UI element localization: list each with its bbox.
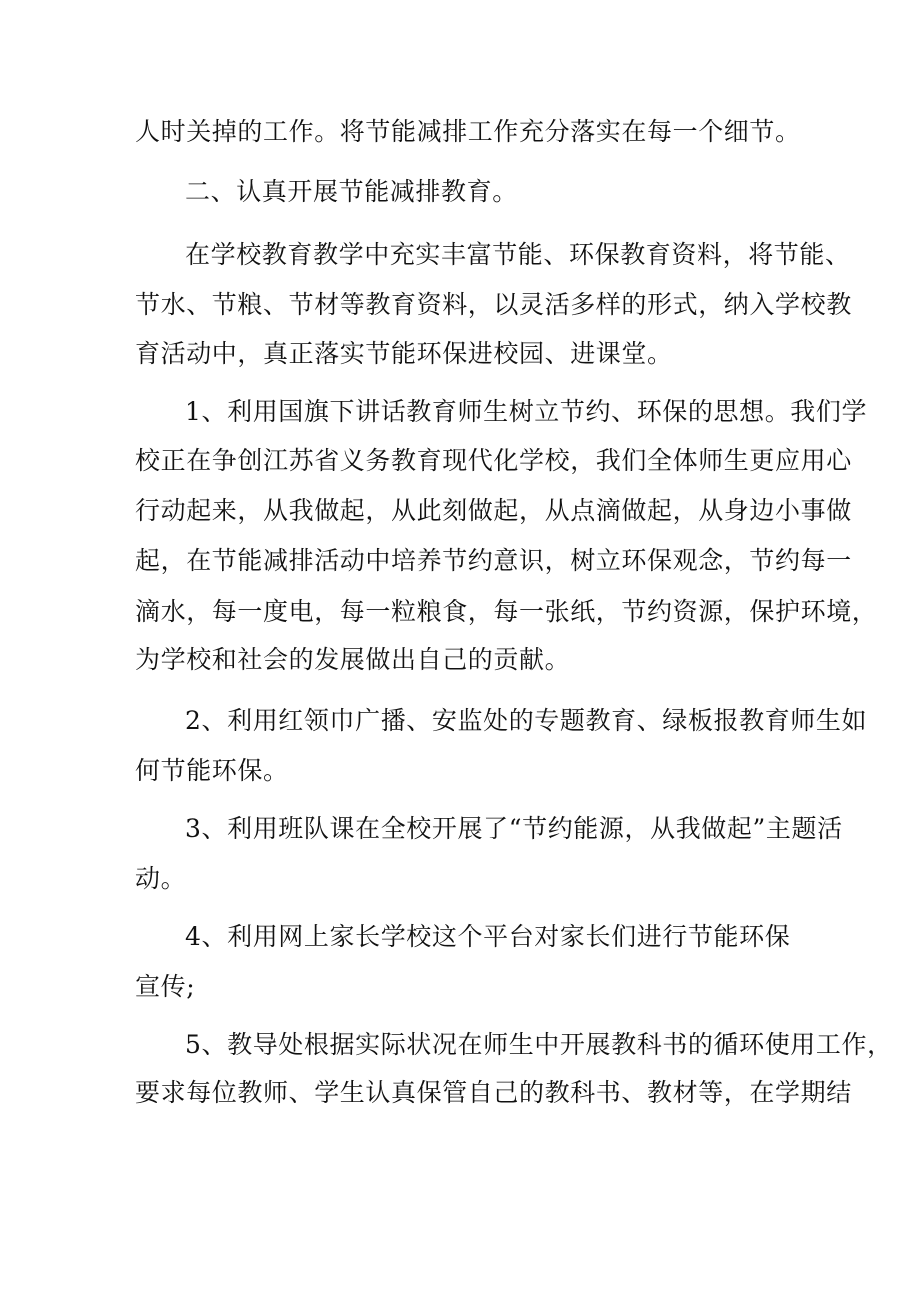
text-line: 滴水，每一度电，每一粒粮食，每一张纸，节约资源，保护环境， [135,597,878,626]
text-line: 起，在节能减排活动中培养节约意识，树立环保观念，节约每一 [135,546,852,575]
text-line: 在学校教育教学中充实丰富节能、环保教育资料，将节能、 [185,240,851,269]
text-line: 5、教导处根据实际状况在师生中开展教科书的循环使用工作， [185,1030,893,1059]
text-line: 育活动中，真正落实节能环保进校园、进课堂。 [135,339,673,368]
text-line: 2、利用红领巾广播、安监处的专题教育、绿板报教育师生如 [185,706,868,735]
text-line: 要求每位教师、学生认真保管自己的教科书、教材等，在学期结 [135,1078,852,1107]
text-line: 行动起来，从我做起，从此刻做起，从点滴做起，从身边小事做 [135,496,852,525]
text-line: 节水、节粮、节材等教育资料，以灵活多样的形式，纳入学校教 [135,290,852,319]
text-line: 4、利用网上家长学校这个平台对家长们进行节能环保 [185,922,791,951]
text-line: 动。 [135,864,187,893]
text-line: 人时关掉的工作。将节能减排工作充分落实在每一个细节。 [135,117,801,146]
text-line: 宣传; [135,972,196,1001]
text-line: 3、利用班队课在全校开展了“节约能源，从我做起”主题活 [185,814,843,843]
text-line: 1、利用国旗下讲话教育师生树立节约、环保的思想。我们学 [185,397,868,426]
text-line: 为学校和社会的发展做出自己的贡献。 [135,645,571,674]
text-line: 何节能环保。 [135,756,289,785]
text-line: 校正在争创江苏省义务教育现代化学校，我们全体师生更应用心 [135,446,852,475]
section-heading: 二、认真开展节能减排教育。 [185,177,518,206]
